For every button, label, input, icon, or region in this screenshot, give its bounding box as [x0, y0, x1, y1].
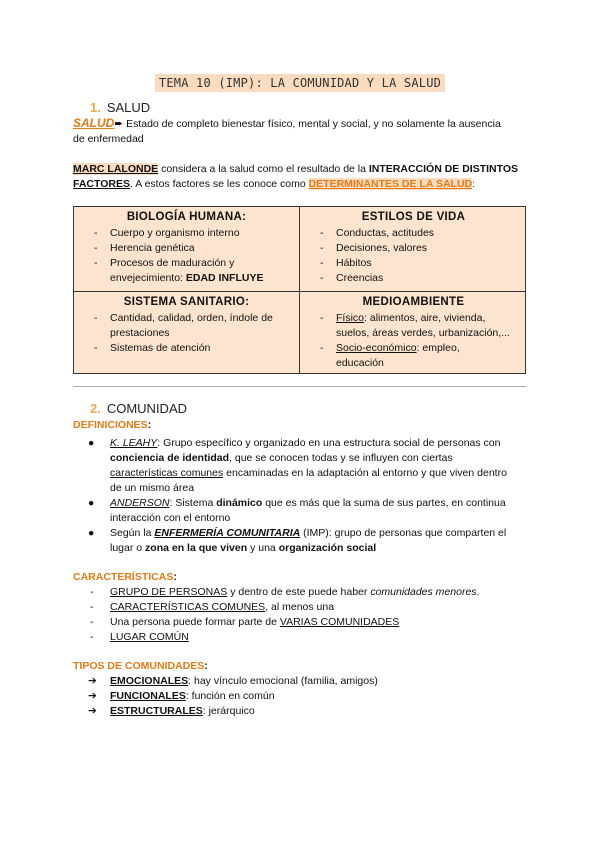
salud-definition-line1: Estado de completo bienestar físico, mental y social, y no solamente la ausencia: [126, 118, 501, 130]
list-item: [308, 311, 519, 341]
cell-title: SISTEMA SANITARIO:: [123, 296, 250, 308]
tipos-label: TIPOS DE COMUNIDADES: [73, 660, 205, 672]
tipo-name: ESTRUCTURALES: [110, 705, 203, 717]
section-label: COMUNIDAD: [106, 401, 188, 416]
item-underlined: LUGAR COMÚN: [110, 631, 189, 643]
enf-name: ENFERMERÍA COMUNITARIA: [154, 527, 301, 539]
tipos-heading: [73, 659, 540, 674]
list-item: - Hábitos: [308, 256, 519, 271]
item-text: , al menos una: [265, 601, 335, 613]
leahy-underlined: características comunes: [110, 467, 224, 479]
title-wrap: [0, 74, 600, 92]
cell-medio: [300, 292, 527, 374]
definiciones-heading: [73, 418, 540, 433]
enf-bold-1: zona en la que viven: [145, 542, 248, 554]
enf-text-2: (IMP): grupo de personas que comparten el: [300, 527, 507, 539]
anderson-text-3: interacción con el entorno: [110, 512, 231, 524]
arrow-right-icon: ➔: [88, 705, 97, 717]
lalonde-highlight-2: FACTORES: [73, 178, 130, 190]
salud-definition-cont: [73, 132, 540, 147]
bullet-icon: ●: [88, 527, 95, 539]
edad-influye: EDAD INFLUYE: [185, 272, 264, 284]
salud-term: SALUD: [73, 116, 115, 130]
anderson-bold: dinámico: [216, 497, 263, 509]
leahy-text: : Grupo específico y organizado en una estructura social de personas con: [157, 437, 501, 449]
tipo-item: [88, 704, 530, 719]
anderson-name: ANDERSON: [110, 497, 170, 509]
arrow-right-icon: ➔: [88, 690, 97, 702]
caracteristica-item: [90, 585, 530, 600]
tipo-name: EMOCIONALES: [110, 675, 189, 687]
leahy-name: K. LEAHY: [110, 437, 158, 449]
salud-definition-line2: de enfermedad: [73, 133, 144, 145]
socio-label: Socio-económico: [336, 342, 417, 354]
section-number: 1.: [90, 100, 101, 115]
section-label: SALUD: [106, 100, 151, 115]
list-item: - Sistemas de atención: [82, 341, 291, 356]
item-underlined: CARACTERÍSTICAS COMUNES: [110, 601, 266, 613]
list-item: - Conductas, actitudes: [308, 226, 519, 241]
caracteristica-item: [90, 615, 530, 630]
section-heading-comunidad: [90, 401, 187, 416]
tipos-colon: :: [204, 660, 208, 672]
tipo-desc: : hay vínculo emocional (familia, amigos): [188, 675, 378, 687]
enf-bold-2: organización social: [278, 542, 377, 554]
section-number: 2.: [90, 401, 101, 416]
item-underlined: VARIAS COMUNIDADES: [279, 616, 400, 628]
definition-anderson: [88, 496, 530, 526]
caracteristicas-label: CARACTERÍSTICAS: [73, 571, 174, 583]
definition-enfermeria: [88, 526, 530, 556]
item-underlined: GRUPO DE PERSONAS: [110, 586, 228, 598]
cell-biologia: [74, 207, 299, 291]
leahy-text-2: , que se conocen todas y se influyen con ciertas: [229, 452, 453, 464]
determinantes-label: DETERMINANTES DE LA SALUD: [308, 178, 473, 190]
list-item: - Herencia genética: [82, 241, 291, 256]
enf-text: Según la: [110, 527, 155, 539]
cell-sistema: [74, 292, 299, 374]
enf-text-4: y una: [247, 542, 279, 554]
list-item-text-cont: suelos, áreas verdes, urbanización,...: [336, 327, 510, 339]
list-item-text-cont: prestaciones: [110, 327, 170, 339]
tipo-name: FUNCIONALES: [110, 690, 186, 702]
lalonde-end: :: [472, 178, 476, 190]
lalonde-name: MARC LALONDE: [73, 163, 159, 175]
list-item: - Creencias: [308, 271, 519, 286]
lalonde-text-2: . A estos factores se les conoce como: [129, 178, 309, 190]
leahy-bold: conciencia de identidad: [110, 452, 230, 464]
leahy-text-4: de un mismo área: [110, 482, 195, 494]
arrow-right-icon: ➔: [88, 675, 97, 687]
definiciones-label: DEFINICIONES: [73, 419, 148, 431]
page-title: TEMA 10 (IMP): LA COMUNIDAD Y LA SALUD: [155, 74, 445, 92]
list-item-text: Procesos de maduración y: [110, 257, 235, 269]
determinants-table: [73, 206, 526, 374]
section-heading-salud: [90, 100, 150, 115]
list-item: [308, 341, 519, 371]
lalonde-paragraph: [73, 162, 540, 177]
tipo-desc: : jerárquico: [202, 705, 255, 717]
dash-icon: -: [90, 601, 94, 613]
bullet-icon: ●: [88, 437, 95, 449]
dash-icon: -: [90, 616, 94, 628]
caracteristicas-colon: :: [173, 571, 177, 583]
enf-text-3: lugar o: [110, 542, 146, 554]
list-item: [82, 311, 291, 341]
list-item-text: : empleo,: [416, 342, 460, 354]
tipo-item: [88, 674, 530, 689]
list-item: - Cuerpo y organismo interno: [82, 226, 291, 241]
salud-definition: [73, 116, 540, 132]
bullet-icon: ●: [88, 497, 95, 509]
definition-leahy: [88, 436, 530, 496]
cell-title: BIOLOGÍA HUMANA:: [126, 211, 247, 223]
lalonde-paragraph-cont: [73, 177, 540, 192]
dash-icon: -: [90, 631, 94, 643]
caracteristicas-heading: [73, 570, 540, 585]
cell-title: ESTILOS DE VIDA: [361, 211, 466, 223]
caracteristica-item: [90, 630, 530, 645]
anderson-text: : Sistema: [169, 497, 217, 509]
caracteristica-item: [90, 600, 530, 615]
list-item-text: : alimentos, aire, vivienda,: [364, 312, 486, 324]
list-item-text-cont: envejecimiento:: [110, 272, 186, 284]
tipo-desc: : función en común: [185, 690, 275, 702]
item-end: .: [476, 586, 480, 598]
list-item: [82, 256, 291, 286]
list-item: - Decisiones, valores: [308, 241, 519, 256]
cell-estilos: [300, 207, 527, 291]
list-item-text-cont: educación: [336, 357, 384, 369]
leahy-text-3: encaminadas en la adaptación al entorno y que viven dentro: [223, 467, 507, 479]
definiciones-colon: :: [147, 419, 152, 431]
fisico-label: Físico: [336, 312, 365, 324]
item-text: Una persona puede formar parte de: [110, 616, 280, 628]
tipo-item: [88, 689, 530, 704]
dash-icon: -: [90, 586, 94, 598]
lalonde-highlight-1: INTERACCIÓN DE DISTINTOS: [368, 163, 519, 175]
lalonde-text: considera a la salud como el resultado de la: [158, 163, 369, 175]
item-italic: comunidades menores: [370, 586, 477, 598]
anderson-text-2: que es más que la suma de sus partes, en continua: [262, 497, 506, 509]
arrow-icon: ➨: [114, 118, 124, 130]
horizontal-rule: [73, 386, 526, 387]
cell-title: MEDIOAMBIENTE: [362, 296, 465, 308]
list-item-text: Cantidad, calidad, orden, índole de: [110, 312, 273, 324]
item-text: y dentro de este puede haber: [227, 586, 371, 598]
